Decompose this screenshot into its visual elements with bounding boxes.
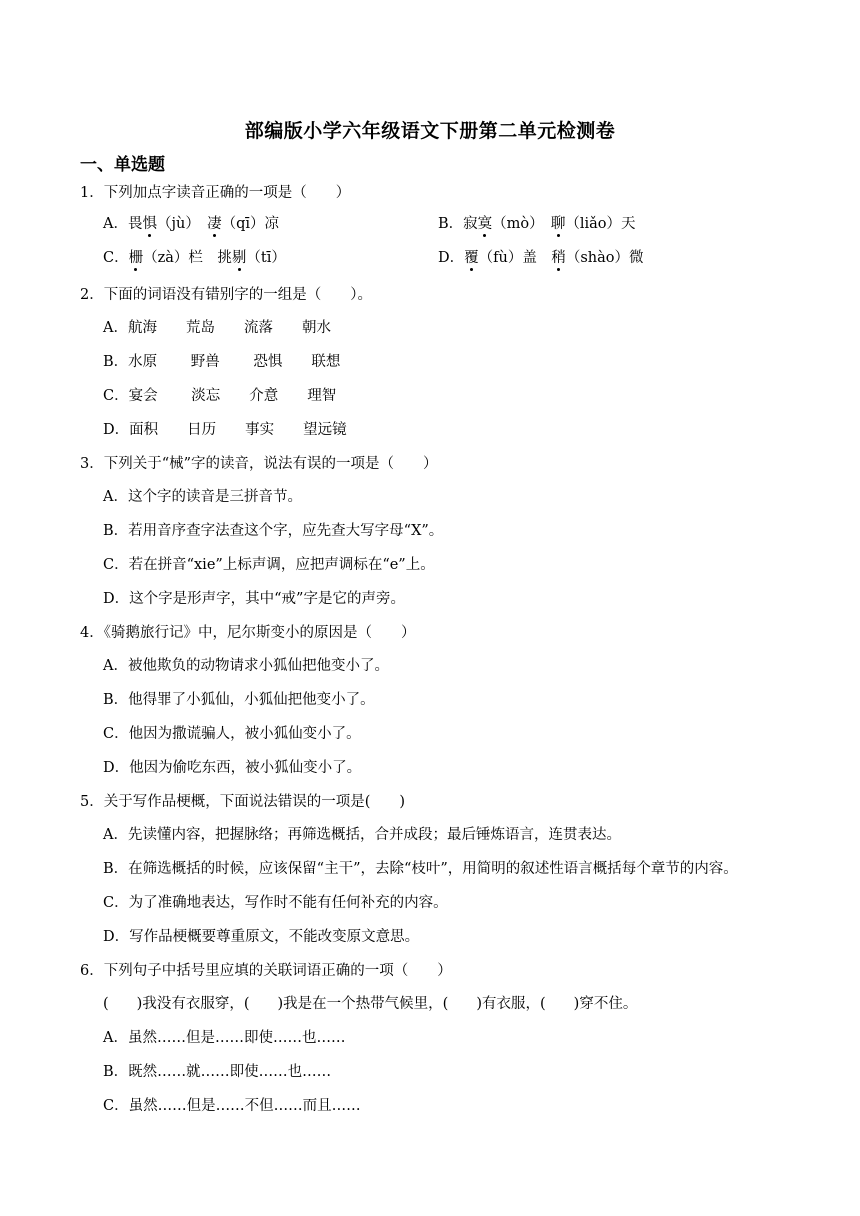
question-6-option-b: B．既然……就……即使……也…… <box>103 1064 332 1080</box>
question-4-option-b: B．他得罪了小狐仙，小狐仙把他变小了。 <box>103 692 375 708</box>
emphasis-dot-char: 稍 <box>551 246 566 267</box>
question-5-option-d: D．写作品梗概要尊重原文，不能改变原文意思。 <box>103 929 420 945</box>
question-2-stem: 2．下面的词语没有错别字的一组是（ ）。 <box>80 287 372 303</box>
question-2-option-a: A．航海 荒岛 流落 朝水 <box>103 320 331 336</box>
question-1-option-b: B．寂寞（mò） 聊（liǎo）天 <box>438 212 636 233</box>
question-4-option-d: D．他因为偷吃东西，被小狐仙变小了。 <box>103 760 362 776</box>
question-6-option-c: C．虽然……但是……不但……而且…… <box>103 1098 361 1114</box>
question-3-option-d: D．这个字是形声字，其中“戒”字是它的声旁。 <box>103 591 405 607</box>
emphasis-dot-char: 剔 <box>232 246 247 267</box>
emphasis-dot-char: 凄 <box>207 212 222 233</box>
question-6-sentence: ( )我没有衣服穿，( )我是在一个热带气候里，( )有衣服，( )穿不住。 <box>103 996 638 1012</box>
page-title: 部编版小学六年级语文下册第二单元检测卷 <box>244 120 616 142</box>
question-2-option-c: C．宴会 淡忘 介意 理智 <box>103 388 337 404</box>
question-1-stem: 1．下列加点字读音正确的一项是（ ） <box>80 185 351 201</box>
section-heading: 一、单选题 <box>80 155 165 175</box>
question-3-option-c: C．若在拼音“xie”上标声调，应把声调标在“e”上。 <box>103 557 435 573</box>
question-5-stem: 5．关于写作品梗概，下面说法错误的一项是( ) <box>80 794 406 810</box>
question-5-option-b: B．在筛选概括的时候，应该保留“主干”，去除“枝叶”，用简明的叙述性语言概括每个章节的内容。 <box>103 861 738 877</box>
question-4-stem: 4．《骑鹅旅行记》中，尼尔斯变小的原因是（ ） <box>80 625 416 641</box>
question-6-option-a: A．虽然……但是……即使……也…… <box>103 1030 346 1046</box>
question-3-option-a: A．这个字的读音是三拼音节。 <box>103 489 302 505</box>
question-1-option-d: D．覆（fù）盖 稍（shào）微 <box>438 246 644 267</box>
question-1-option-a: A．畏惧（jù） 凄（qī）凉 <box>103 212 279 233</box>
emphasis-dot-char: 聊 <box>551 212 566 233</box>
question-4-option-c: C．他因为撒谎骗人，被小狐仙变小了。 <box>103 726 361 742</box>
question-2-option-d: D．面积 日历 事实 望远镜 <box>103 422 347 438</box>
emphasis-dot-char: 寞 <box>478 212 493 233</box>
emphasis-dot-char: 惧 <box>142 212 157 233</box>
question-3-stem: 3．下列关于“械”字的读音，说法有误的一项是（ ） <box>80 456 438 472</box>
emphasis-dot-char: 栅 <box>129 246 144 267</box>
question-5-option-a: A．先读懂内容，把握脉络；再筛选概括，合并成段；最后锤炼语言，连贯表达。 <box>103 827 621 843</box>
emphasis-dot-char: 覆 <box>464 246 479 267</box>
question-1-option-c: C．栅（zà）栏 挑剔（tī） <box>103 246 286 267</box>
question-5-option-c: C．为了准确地表达，写作时不能有任何补充的内容。 <box>103 895 448 911</box>
question-3-option-b: B．若用音序查字法查这个字，应先查大写字母“X”。 <box>103 523 444 539</box>
question-6-stem: 6．下列句子中括号里应填的关联词语正确的一项（ ） <box>80 963 452 979</box>
question-2-option-b: B．水原 野兽 恐惧 联想 <box>103 354 341 370</box>
question-4-option-a: A．被他欺负的动物请求小狐仙把他变小了。 <box>103 658 389 674</box>
